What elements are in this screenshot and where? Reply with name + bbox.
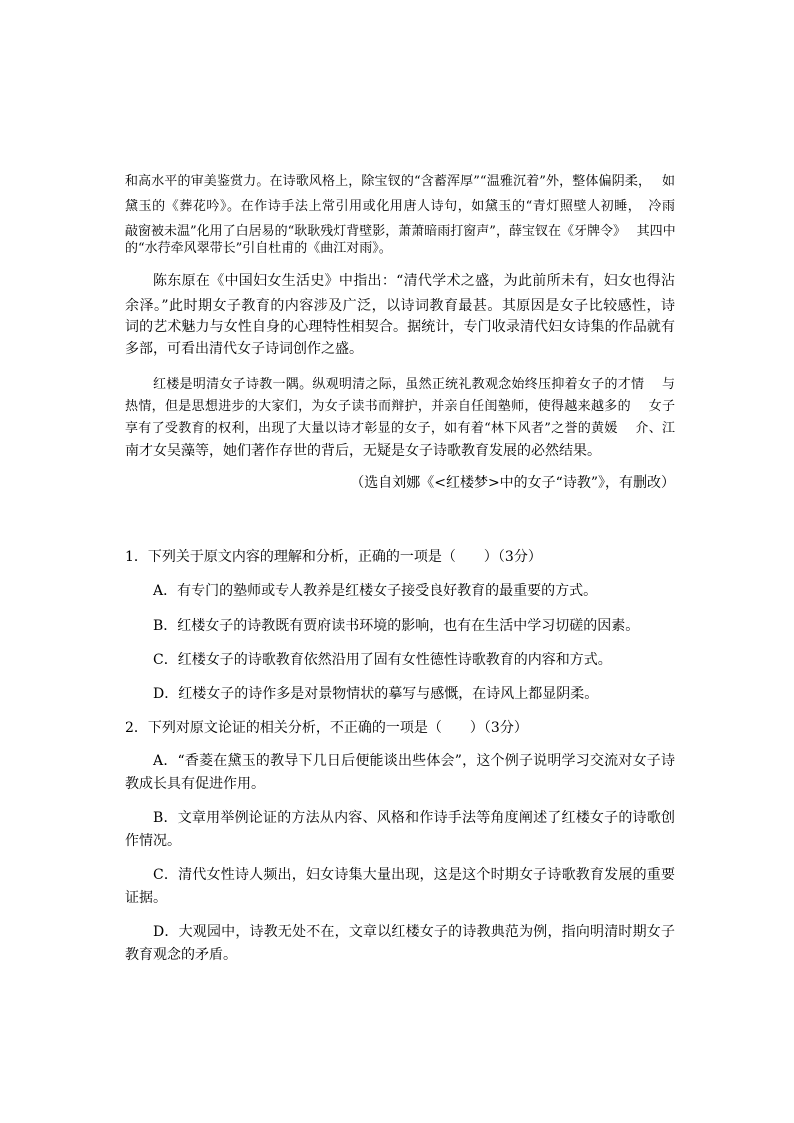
- passage-p2-line: 多部，可看出清代女子诗词创作之盛。: [125, 341, 363, 357]
- passage-p1-line: 和高水平的审美鉴赏力。在诗歌风格上，除宝钗的“含蓄浑厚”“温雅沉着”外，整体偏阴柔， 如: [125, 174, 675, 189]
- passage-p3-line: 红楼是明清女子诗教一隅。纵观明清之际，虽然正统礼教观念始终压抑着女子的才情 与: [153, 377, 675, 392]
- question-1-option-c: C．红楼女子的诗歌教育依然沿用了固有女性德性诗歌教育的内容和方式。: [153, 652, 612, 668]
- passage-p2-line: 词的艺术魅力与女性自身的心理特性相契合。据统计，专门收录清代妇女诗集的作品就有: [125, 319, 675, 335]
- passage-p1-line: 的“水荇牵风翠带长”引自杜甫的《曲江对雨》。: [125, 241, 392, 256]
- question-2-option-a-cont: 教成长具有促进作用。: [125, 776, 265, 792]
- question-2-option-b: B．文章用举例论证的方法从内容、风格和作诗手法等角度阐述了红楼女子的诗歌创: [153, 810, 675, 826]
- source-citation: （选自刘娜《<红楼梦>中的女子“诗教”》，有删改）: [350, 475, 675, 491]
- passage-p1-line: 敲窗被未温”化用了白居易的“耿耿残灯背壁影，萧萧暗雨打窗声”，薛宝钗在《牙牌令》 其四中: [125, 224, 676, 239]
- question-2-option-c-cont: 证据。: [125, 890, 167, 906]
- question-2-option-c: C．清代女性诗人频出，妇女诗集大量出现，这是这个时期女子诗歌教育发展的重要: [153, 867, 675, 883]
- question-1-option-d: D．红楼女子的诗作多是对景物情状的摹写与感慨，在诗风上都显阴柔。: [153, 686, 599, 702]
- question-2-option-a: A．“香菱在黛玉的教导下几日后便能谈出些体会”，这个例子说明学习交流对女子诗: [153, 753, 675, 769]
- passage-p3-line: 享有了受教育的权利，出现了大量以诗才彰显的女子，如有着“林下风者”之誉的黄媛 介、江: [125, 421, 675, 436]
- question-1-stem: 1．下列关于原文内容的理解和分析，正确的一项是（ ）（3分）: [125, 549, 542, 565]
- passage-p2-line: 陈东原在《中国妇女生活史》中指出：“清代学术之盛，为此前所未有，妇女也得沾: [153, 273, 675, 289]
- question-2-option-d: D．大观园中，诗教无处不在，文章以红楼女子的诗教典范为例，指向明清时期女子: [153, 924, 675, 940]
- question-1-option-a: A．有专门的塾师或专人教养是红楼女子接受良好教育的最重要的方式。: [153, 583, 598, 599]
- passage-p2-line: 余泽。”此时期女子教育的内容涉及广泛，以诗词教育最甚。其原因是女子比较感性，诗: [125, 298, 675, 314]
- question-1-option-b: B．红楼女子的诗教既有贾府读书环境的影响，也有在生活中学习切磋的因素。: [153, 618, 640, 634]
- question-2-option-b-cont: 作情况。: [125, 833, 181, 849]
- passage-p3-line: 南才女吴藻等，她们著作存世的背后，无疑是女子诗歌教育发展的必然结果。: [125, 443, 601, 459]
- passage-p1-line: 黛玉的《葬花吟》。在作诗手法上常引用或化用唐人诗句，如黛玉的“青灯照壁人初睡， 冷雨: [125, 199, 675, 214]
- passage-p3-line: 热情，但是思想进步的大家们，为女子读书而辩护，并亲自任闺塾师，使得越来越多的 女子: [125, 399, 675, 414]
- question-2-stem: 2．下列对原文论证的相关分析，不正确的一项是（ ）（3分）: [125, 720, 528, 736]
- question-2-option-d-cont: 教育观念的矛盾。: [125, 947, 237, 963]
